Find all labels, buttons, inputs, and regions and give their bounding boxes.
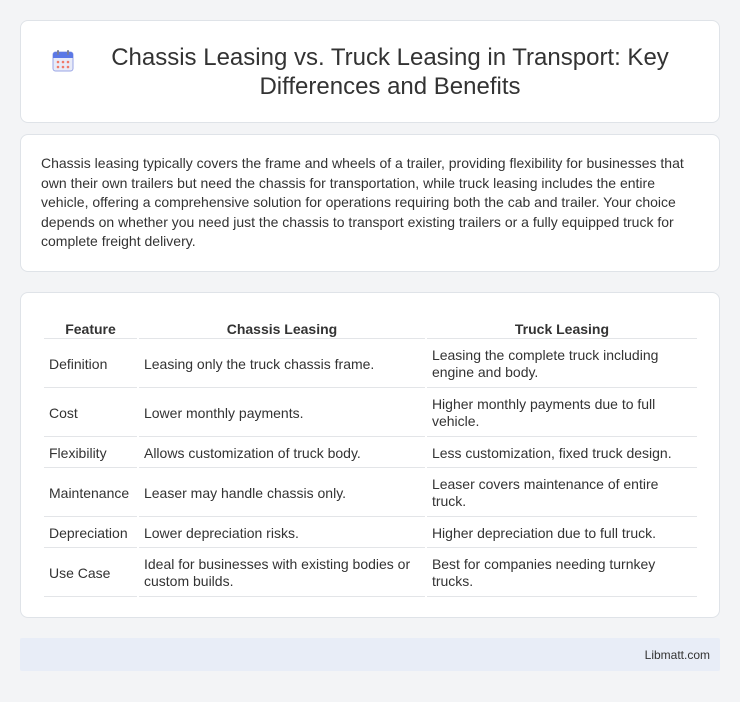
chassis-cell: Leaser may handle chassis only.	[139, 470, 425, 517]
chassis-cell: Lower depreciation risks.	[139, 519, 425, 548]
truck-cell: Leasing the complete truck including engine and body.	[427, 341, 697, 388]
table-row	[44, 341, 697, 388]
feature-cell: Use Case	[44, 550, 137, 597]
table-row	[44, 550, 697, 597]
table-row	[44, 519, 697, 548]
truck-cell: Best for companies needing turnkey trucks.	[427, 550, 697, 597]
header-chassis-leasing: Chassis Leasing	[139, 315, 425, 339]
feature-cell: Cost	[44, 390, 137, 437]
table-row	[44, 470, 697, 517]
footer	[20, 638, 720, 671]
feature-cell: Flexibility	[44, 439, 137, 468]
truck-cell: Higher depreciation due to full truck.	[427, 519, 697, 548]
chassis-cell: Allows customization of truck body.	[139, 439, 425, 468]
header-truck-leasing: Truck Leasing	[427, 315, 697, 339]
table-row	[44, 390, 697, 437]
summary-card	[20, 134, 720, 272]
feature-cell: Definition	[44, 341, 137, 388]
chassis-cell: Lower monthly payments.	[139, 390, 425, 437]
header-feature: Feature	[44, 315, 137, 339]
feature-cell: Maintenance	[44, 470, 137, 517]
truck-cell: Leaser covers maintenance of entire truck.	[427, 470, 697, 517]
page-title: Chassis Leasing vs. Truck Leasing in Transport: Key Differences and Benefits	[111, 43, 669, 100]
footer-site-link[interactable]: Libmatt.com	[644, 647, 710, 662]
comparison-card	[20, 292, 720, 618]
chassis-cell: Leasing only the truck chassis frame.	[139, 341, 425, 388]
comparison-table	[42, 313, 699, 599]
title-container	[51, 43, 689, 101]
summary-paragraph: Chassis leasing typically covers the frame and wheels of a trailer, providing flexibility for businesses that own their own trailers but need the chassis for transportation, while truck leasing includes the entire vehicle, offering a comprehensive solution for operations requiring both the cab and trailer. Your choice depends on whether you need just the chassis to transport existing trailers or a fully equipped truck for complete freight delivery.	[41, 155, 684, 250]
calendar-icon	[51, 49, 75, 73]
feature-cell: Depreciation	[44, 519, 137, 548]
chassis-cell: Ideal for businesses with existing bodies or custom builds.	[139, 550, 425, 597]
table-row	[44, 439, 697, 468]
truck-cell: Higher monthly payments due to full vehicle.	[427, 390, 697, 437]
title-card	[20, 20, 720, 123]
table-header-row	[44, 315, 697, 339]
truck-cell: Less customization, fixed truck design.	[427, 439, 697, 468]
